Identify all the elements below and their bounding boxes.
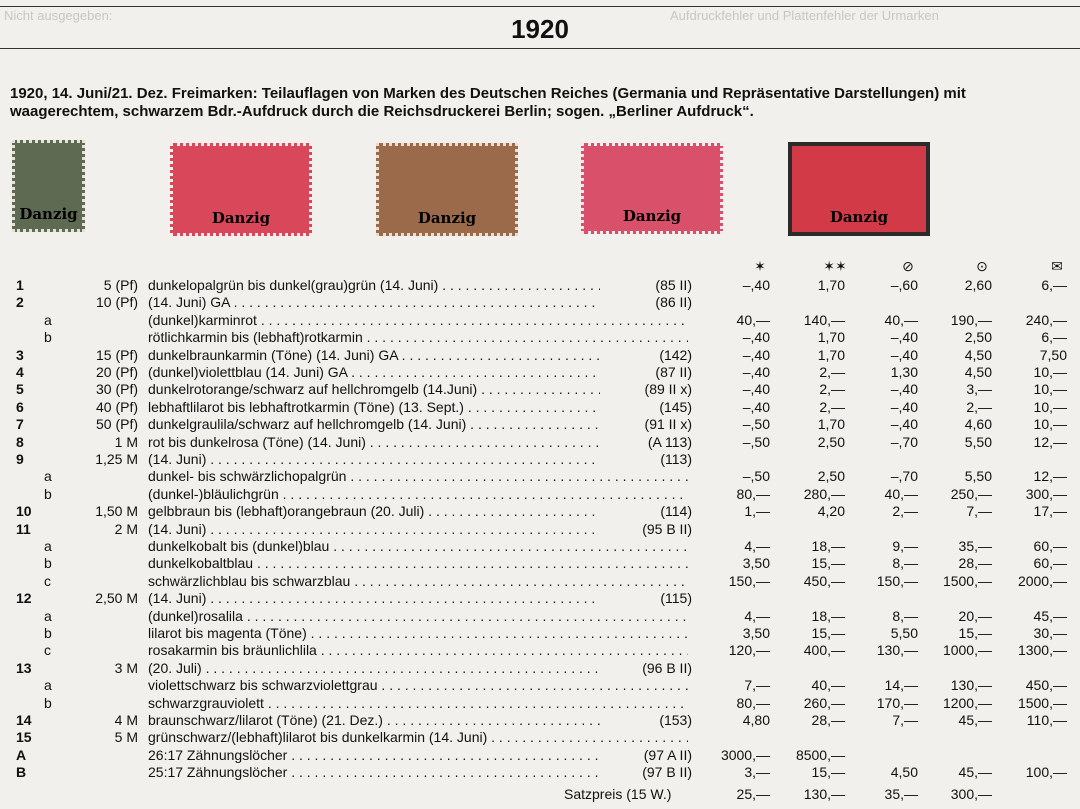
row-price-1: –,50 [742, 468, 770, 485]
table-row [0, 608, 1080, 625]
row-sub-letter: a [44, 677, 52, 694]
row-description: lilarot bis magenta (Töne) . . . [148, 625, 688, 642]
row-price-2: 1,70 [817, 329, 845, 346]
row-description: schwarzgrauviolett . . . [148, 695, 688, 712]
row-sub-letter: b [44, 625, 52, 641]
row-price-2: 1,70 [817, 346, 845, 363]
set-price-cancel: 300,— [950, 786, 992, 802]
row-price-4: 1500,— [942, 572, 992, 589]
row-price-3: –,40 [890, 381, 918, 398]
row-price-3: 1,30 [890, 364, 918, 380]
row-price-4: 190,— [950, 311, 992, 328]
row-face-value: 2,50 M [95, 590, 138, 607]
table-row [0, 277, 1080, 294]
table-row [0, 764, 1080, 781]
stamp-overprint: Danzig [19, 205, 78, 223]
row-reference: (114) [600, 503, 692, 520]
row-price-1: 150,— [728, 572, 770, 589]
issue-heading: 1920, 14. Juni/21. Dez. Freimarken: Teilauflagen von Marken des Deutschen Reiches (Germania und Repräsentative Darstellungen) mit waagerechtem, schwarzem Bdr.-Aufdruck durch die Reichsdruckerei Berlin; sogen. „Berliner Aufdruck“. [10, 85, 966, 120]
row-price-5: 10,— [1033, 398, 1067, 415]
row-number: 15 [16, 729, 32, 746]
row-face-value: 1,50 M [95, 503, 138, 520]
row-description: rot bis dunkelrosa (Töne) (14. Juni) . . . [148, 434, 688, 451]
row-number: 9 [16, 451, 24, 467]
row-face-value: 20 (Pf) [95, 364, 138, 380]
row-price-3: 150,— [876, 572, 918, 589]
row-price-1: 3,50 [742, 625, 770, 641]
row-number: 3 [16, 346, 24, 363]
row-price-1: –,40 [742, 346, 770, 363]
row-price-1: 4,— [744, 538, 770, 554]
row-description: rosakarmin bis bräunlichlila . . . [148, 642, 688, 659]
row-price-1: 40,— [736, 311, 770, 328]
row-number: 12 [16, 590, 32, 607]
row-price-1: 4,— [744, 607, 770, 624]
row-price-3: 170,— [876, 694, 918, 711]
stamp-image-1-25m [376, 143, 518, 236]
table-row [0, 573, 1080, 590]
row-price-4: 45,— [958, 764, 992, 781]
row-price-1: –,40 [742, 329, 770, 346]
row-price-3: 8,— [892, 607, 918, 624]
stamp-image-5pf [12, 140, 85, 232]
col-mint-icon: ✶✶ [823, 258, 847, 274]
row-price-2: 18,— [811, 607, 845, 624]
row-price-3: –,60 [890, 277, 918, 293]
row-reference: (113) [600, 451, 692, 468]
row-sub-letter: a [44, 538, 52, 554]
row-price-3: 8,— [892, 555, 918, 572]
row-price-2: 450,— [803, 572, 845, 589]
row-description: (14. Juni) . . . [148, 590, 688, 607]
row-reference: (142) [600, 347, 692, 364]
row-description: (14. Juni) . . . [148, 521, 688, 538]
set-price-row [0, 786, 1080, 803]
row-price-4: 5,50 [964, 433, 992, 450]
table-row [0, 625, 1080, 642]
row-number: 10 [16, 503, 32, 520]
row-sub-letter: b [44, 329, 52, 346]
table-row [0, 381, 1080, 398]
col-unused-icon: ✶ [754, 258, 766, 274]
row-price-4: 5,50 [964, 468, 992, 485]
row-number: 2 [16, 294, 24, 311]
row-number: 13 [16, 659, 32, 676]
table-row [0, 712, 1080, 729]
row-price-5: 60,— [1033, 538, 1067, 554]
row-price-3: –,70 [890, 433, 918, 450]
row-reference: (89 II x) [600, 381, 692, 398]
row-price-5: 10,— [1033, 381, 1067, 398]
row-price-1: –,40 [742, 398, 770, 415]
row-price-5: 1500,— [1017, 694, 1067, 711]
row-price-4: 250,— [950, 485, 992, 502]
row-description: (dunkel-)bläulichgrün . . . [148, 486, 688, 503]
row-price-4: 20,— [958, 607, 992, 624]
row-price-2: 1,70 [817, 277, 845, 293]
row-description: 25:17 Zähnungslöcher . . . [148, 764, 688, 781]
row-price-4: 7,— [966, 503, 992, 520]
row-sub-letter: a [44, 311, 52, 328]
table-row [0, 486, 1080, 503]
row-price-3: 4,50 [890, 764, 918, 781]
row-description: rötlichkarmin bis (lebhaft)rotkarmin . . . [148, 329, 688, 346]
row-description: dunkelbraunkarmin (Töne) (14. Juni) GA . . . [148, 347, 688, 364]
row-price-5: 240,— [1025, 311, 1067, 328]
stamp-overprint: Danzig [829, 208, 889, 226]
row-sub-letter: b [44, 694, 52, 711]
table-row [0, 695, 1080, 712]
row-price-3: 9,— [892, 538, 918, 554]
row-sub-letter: a [44, 607, 52, 624]
row-number: 1 [16, 277, 24, 293]
row-price-1: 3,— [744, 764, 770, 781]
row-reference: (145) [600, 399, 692, 416]
row-price-2: 8500,— [795, 746, 845, 763]
row-price-5: 100,— [1025, 764, 1067, 781]
row-price-4: 1000,— [942, 642, 992, 659]
table-row [0, 677, 1080, 694]
row-number: 11 [16, 520, 31, 537]
row-price-1: 3,50 [742, 555, 770, 572]
table-row [0, 312, 1080, 329]
row-number: 4 [16, 364, 24, 380]
stamp-overprint: Danzig [417, 209, 477, 227]
header-rule [0, 48, 1080, 49]
row-number: 5 [16, 381, 24, 398]
table-row [0, 347, 1080, 364]
row-description: (14. Juni) GA . . . [148, 294, 688, 311]
row-description: (20. Juli) . . . [148, 660, 688, 677]
row-reference: (85 II) [600, 277, 692, 294]
row-price-3: 14,— [884, 677, 918, 694]
row-price-2: 2,— [819, 381, 845, 398]
row-description: dunkelkobaltblau . . . [148, 555, 688, 572]
row-description: dunkelrotorange/schwarz auf hellchromgelb (14.Juni) . . . [148, 381, 688, 398]
table-row [0, 416, 1080, 433]
row-face-value: 2 M [114, 520, 138, 537]
row-price-2: 280,— [803, 485, 845, 502]
row-description: violettschwarz bis schwarzviolettgrau . . . [148, 677, 688, 694]
row-sub-letter: a [44, 468, 52, 485]
row-price-2: 2,50 [817, 468, 845, 485]
row-description: schwärzlichblau bis schwarzblau . . . [148, 573, 688, 590]
row-reference: (A 113) [600, 434, 692, 451]
table-row [0, 555, 1080, 572]
row-face-value: 3 M [114, 659, 138, 676]
row-price-1: –,40 [742, 381, 770, 398]
row-description: braunschwarz/lilarot (Töne) (21. Dez.) . . . [148, 712, 688, 729]
row-face-value: 5 M [114, 729, 138, 746]
row-price-2: 15,— [811, 555, 845, 572]
row-price-5: 6,— [1041, 277, 1067, 293]
row-description: (dunkel)violettblau (14. Juni) GA . . . [148, 364, 688, 381]
row-price-3: 5,50 [890, 625, 918, 641]
row-price-2: 4,20 [817, 503, 845, 520]
row-face-value: 10 (Pf) [95, 294, 138, 311]
row-description: dunkelgraulila/schwarz auf hellchromgelb (14. Juni) . . . [148, 416, 688, 433]
row-description: (dunkel)rosalila . . . [148, 608, 688, 625]
row-face-value: 15 (Pf) [95, 346, 138, 363]
row-face-value: 50 (Pf) [95, 416, 138, 433]
row-number: 6 [16, 398, 24, 415]
row-price-2: 40,— [811, 677, 845, 694]
col-cover-icon: ✉ [1051, 258, 1063, 274]
row-sub-letter: c [44, 572, 51, 589]
row-price-5: 1300,— [1017, 642, 1067, 659]
row-price-3: 2,— [892, 503, 918, 520]
table-row [0, 747, 1080, 764]
table-row [0, 642, 1080, 659]
stamp-image-2-50m [581, 143, 723, 234]
row-description: dunkelkobalt bis (dunkel)blau . . . [148, 538, 688, 555]
row-number: B [16, 764, 27, 781]
row-price-3: 40,— [884, 311, 918, 328]
row-price-3: –,40 [890, 329, 918, 346]
table-row [0, 399, 1080, 416]
row-description: (14. Juni) . . . [148, 451, 688, 468]
row-description: lebhaftlilarot bis lebhaftrotkarmin (Töne) (13. Sept.) . . . [148, 399, 688, 416]
row-face-value: 30 (Pf) [95, 381, 138, 398]
row-reference: (86 II) [600, 294, 692, 311]
row-face-value: 1,25 M [95, 451, 138, 467]
table-row [0, 329, 1080, 346]
row-price-3: –,70 [890, 468, 918, 485]
stamp-overprint: Danzig [211, 209, 271, 227]
row-sub-letter: b [44, 485, 52, 502]
row-price-4: 2,50 [964, 329, 992, 346]
row-price-4: 4,60 [964, 416, 992, 433]
row-price-2: 2,— [819, 398, 845, 415]
row-price-2: 15,— [811, 625, 845, 641]
row-face-value: 40 (Pf) [95, 398, 138, 415]
set-price-label: Satzpreis (15 W.) [564, 786, 672, 802]
row-price-4: 45,— [958, 712, 992, 728]
row-price-5: 12,— [1033, 433, 1067, 450]
row-price-1: –,50 [742, 416, 770, 433]
row-reference: (95 B II) [600, 521, 692, 538]
row-price-3: 130,— [876, 642, 918, 659]
row-price-4: 15,— [958, 625, 992, 641]
table-row [0, 434, 1080, 451]
row-sub-letter: b [44, 555, 52, 572]
row-price-2: 260,— [803, 694, 845, 711]
row-reference: (153) [600, 712, 692, 729]
row-price-1: –,40 [742, 364, 770, 380]
row-face-value: 4 M [114, 712, 138, 728]
row-reference: (97 B II) [600, 764, 692, 781]
ghost-text-top-right: Aufdruckfehler und Plattenfehler der Urmarken [670, 8, 939, 23]
row-price-3: –,40 [890, 346, 918, 363]
row-price-5: 30,— [1033, 625, 1067, 641]
stamp-image-5m [788, 142, 930, 236]
row-price-2: 28,— [811, 712, 845, 728]
row-reference: (115) [600, 590, 692, 607]
stamp-overprint: Danzig [622, 207, 682, 225]
set-price-unused: 25,— [736, 786, 770, 802]
year-heading: 1920 [511, 14, 569, 44]
table-row [0, 521, 1080, 538]
row-description: dunkelopalgrün bis dunkel(grau)grün (14. Juni) . . . [148, 277, 688, 294]
row-price-5: 7,50 [1039, 346, 1067, 363]
row-price-3: –,40 [890, 416, 918, 433]
row-price-1: 80,— [736, 694, 770, 711]
row-price-4: 28,— [958, 555, 992, 572]
row-price-5: 17,— [1033, 503, 1067, 520]
row-description: gelbbraun bis (lebhaft)orangebraun (20. Juli) . . . [148, 503, 688, 520]
table-row [0, 294, 1080, 311]
row-description: dunkel- bis schwärzlichopalgrün . . . [148, 468, 688, 485]
row-price-5: 300,— [1025, 485, 1067, 502]
row-reference: (87 II) [600, 364, 692, 381]
row-price-1: 80,— [736, 485, 770, 502]
row-price-4: 130,— [950, 677, 992, 694]
table-row [0, 590, 1080, 607]
top-rule [0, 6, 1080, 7]
row-price-5: 45,— [1033, 607, 1067, 624]
table-row [0, 468, 1080, 485]
set-price-mint: 130,— [803, 786, 845, 802]
row-price-3: 40,— [884, 485, 918, 502]
row-price-4: 4,50 [964, 346, 992, 363]
row-price-2: 2,50 [817, 433, 845, 450]
row-reference: (96 B II) [600, 660, 692, 677]
row-price-1: 4,80 [742, 712, 770, 728]
row-face-value: 1 M [114, 433, 138, 450]
table-row [0, 660, 1080, 677]
table-row [0, 364, 1080, 381]
row-price-1: –,40 [742, 277, 770, 293]
row-price-2: 18,— [811, 538, 845, 554]
row-price-5: 10,— [1033, 364, 1067, 380]
table-row [0, 503, 1080, 520]
row-price-4: 1200,— [942, 694, 992, 711]
row-price-1: 1,— [744, 503, 770, 520]
stamp-image-1m [170, 143, 312, 236]
table-row [0, 451, 1080, 468]
row-price-1: 3000,— [720, 746, 770, 763]
row-price-1: 7,— [744, 677, 770, 694]
row-price-3: –,40 [890, 398, 918, 415]
row-price-5: 2000,— [1017, 572, 1067, 589]
row-price-4: 3,— [966, 381, 992, 398]
row-price-4: 2,60 [964, 277, 992, 293]
row-price-1: 120,— [728, 642, 770, 659]
row-price-2: 1,70 [817, 416, 845, 433]
row-price-5: 10,— [1033, 416, 1067, 433]
row-price-3: 7,— [892, 712, 918, 728]
row-price-5: 60,— [1033, 555, 1067, 572]
row-price-2: 400,— [803, 642, 845, 659]
col-used-icon: ⊘ [902, 258, 914, 274]
row-price-5: 450,— [1025, 677, 1067, 694]
row-face-value: 5 (Pf) [103, 277, 138, 293]
row-description: grünschwarz/(lebhaft)lilarot bis dunkelkarmin (14. Juni) . . . [148, 729, 688, 746]
row-price-5: 12,— [1033, 468, 1067, 485]
row-price-4: 35,— [958, 538, 992, 554]
row-price-1: –,50 [742, 433, 770, 450]
row-reference: (97 A II) [600, 747, 692, 764]
row-sub-letter: c [44, 642, 51, 659]
row-reference: (91 II x) [600, 416, 692, 433]
row-price-2: 15,— [811, 764, 845, 781]
row-price-2: 2,— [819, 364, 845, 380]
table-row [0, 538, 1080, 555]
row-description: 26:17 Zähnungslöcher . . . [148, 747, 688, 764]
row-price-5: 110,— [1026, 712, 1067, 728]
table-row [0, 729, 1080, 746]
row-price-5: 6,— [1041, 329, 1067, 346]
row-price-4: 4,50 [964, 364, 992, 380]
row-description: (dunkel)karminrot . . . [148, 312, 688, 329]
ghost-text-top-left: Nicht ausgegeben: [4, 8, 113, 23]
set-price-used: 35,— [884, 786, 918, 802]
row-price-2: 140,— [803, 311, 845, 328]
row-number: 8 [16, 433, 24, 450]
row-number: 7 [16, 416, 24, 433]
row-number: A [16, 746, 27, 763]
row-price-4: 2,— [966, 398, 992, 415]
col-cancel-icon: ⊙ [976, 258, 988, 274]
row-number: 14 [16, 712, 32, 728]
